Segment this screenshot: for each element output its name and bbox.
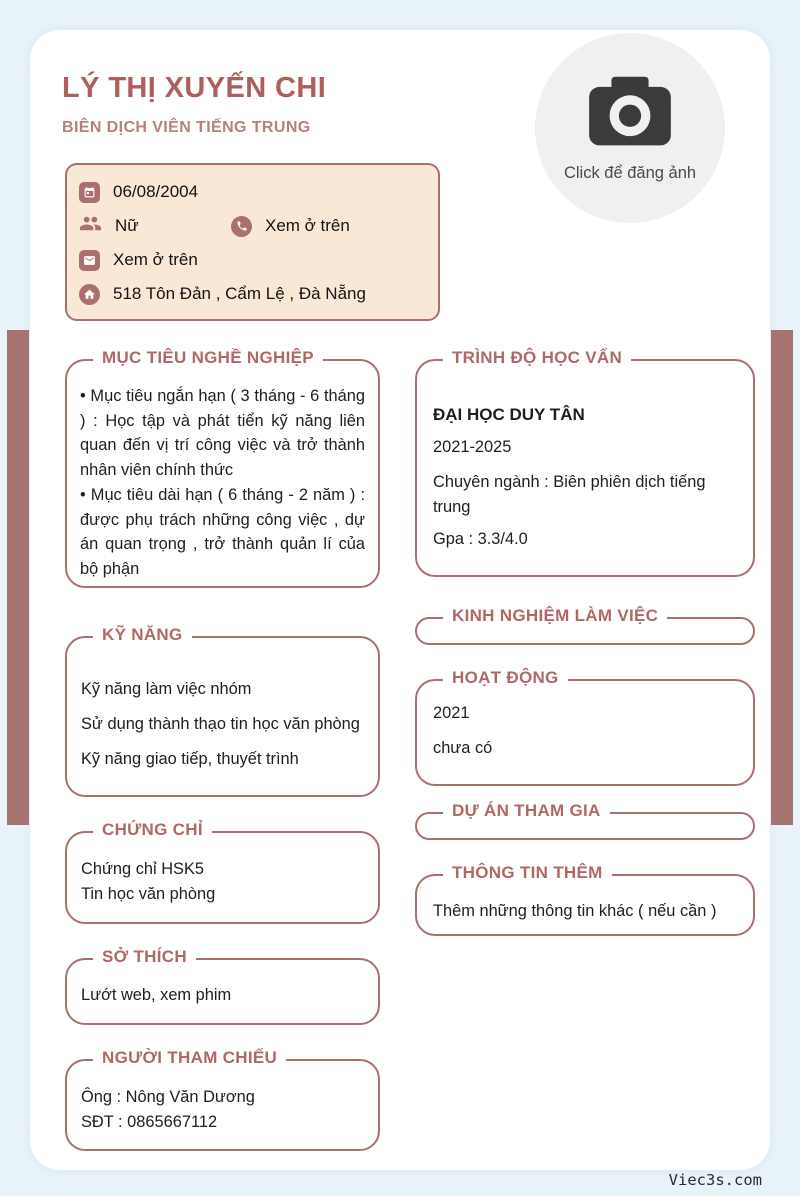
right-accent-bar: [771, 330, 793, 825]
section-hobbies-title: SỞ THÍCH: [93, 947, 196, 967]
email-value: Xem ở trên: [113, 250, 198, 269]
candidate-job-title: BIÊN DỊCH VIÊN TIẾNG TRUNG: [62, 119, 311, 136]
photo-upload-label: Click để đăng ảnh: [563, 164, 697, 182]
right-column: [415, 345, 755, 1151]
certificate-item: Tin học văn phòng: [81, 884, 216, 903]
camera-icon: [582, 73, 678, 156]
section-references: [65, 1047, 380, 1151]
address-row: [79, 277, 426, 311]
activity-item: 2021: [433, 704, 470, 722]
section-additional-info: [415, 863, 755, 936]
section-projects: [415, 801, 755, 840]
section-experience-title: KINH NGHIỆM LÀM VIỆC: [443, 606, 667, 626]
photo-upload-placeholder[interactable]: [535, 33, 725, 223]
objective-line: • Mục tiêu dài hạn ( 6 tháng - 2 năm ) : được phụ trách những công việc , dự án quan trọng , trở thành quản lí của bộ phận: [80, 485, 365, 578]
section-certificates-title: CHỨNG CHỈ: [93, 820, 212, 840]
skill-item: Sử dụng thành thạo tin học văn phòng: [81, 714, 360, 733]
dob-row: [79, 175, 426, 209]
left-accent-bar: [7, 330, 29, 825]
contact-info-box: [65, 163, 440, 321]
content-columns: [65, 345, 755, 1151]
phone-icon: [231, 216, 252, 237]
additional-info-item: Thêm những thông tin khác ( nếu cần ): [433, 902, 717, 920]
gender-icon: [79, 212, 102, 240]
education-major: Chuyên ngành : Biên phiên dịch tiếng trung: [433, 473, 706, 516]
calendar-icon: [79, 182, 100, 203]
email-row: [79, 243, 426, 277]
section-objective-title: MỤC TIÊU NGHỀ NGHIỆP: [93, 348, 323, 368]
cv-card: [30, 30, 770, 1170]
reference-item: Ông : Nông Văn Dương: [81, 1087, 255, 1106]
section-activities: [415, 668, 755, 786]
objective-line: • Mục tiêu ngắn hạn ( 3 tháng - 6 tháng ) : Học tập và phát tiển kỹ năng liên quan đến vị trí công việc và trở thành nhân viên chính thức: [80, 387, 365, 480]
section-skills: [65, 624, 380, 797]
address-value: 518 Tôn Đản , Cẩm Lệ , Đà Nẵng: [113, 284, 366, 303]
skill-item: Kỹ năng giao tiếp, thuyết trình: [81, 749, 299, 768]
home-icon: [79, 284, 100, 305]
certificate-item: Chứng chỉ HSK5: [81, 859, 205, 878]
section-activities-title: HOẠT ĐỘNG: [443, 668, 568, 688]
candidate-name: LÝ THỊ XUYẾN CHI: [62, 72, 327, 104]
gender-phone-row: [79, 209, 426, 243]
section-education-title: TRÌNH ĐỘ HỌC VẤN: [443, 348, 631, 368]
activity-item: chưa có: [433, 739, 493, 757]
section-hobbies: [65, 946, 380, 1025]
phone-value: Xem ở trên: [265, 216, 350, 235]
skill-item: Kỹ năng làm việc nhóm: [81, 679, 252, 698]
section-experience: [415, 606, 755, 645]
education-school: ĐẠI HỌC DUY TÂN: [433, 405, 585, 424]
education-years: 2021-2025: [433, 438, 512, 456]
section-objective: [65, 348, 380, 588]
gender-value: Nữ: [115, 216, 139, 235]
email-icon: [79, 250, 100, 271]
hobby-item: Lướt web, xem phim: [81, 985, 232, 1004]
education-gpa: Gpa : 3.3/4.0: [433, 530, 528, 548]
dob-value: 06/08/2004: [113, 182, 199, 201]
section-certificates: [65, 819, 380, 924]
section-skills-title: KỸ NĂNG: [93, 625, 192, 645]
left-column: [65, 345, 380, 1151]
section-projects-title: DỰ ÁN THAM GIA: [443, 801, 610, 821]
section-education: [415, 348, 755, 577]
section-additional-info-title: THÔNG TIN THÊM: [443, 863, 612, 883]
site-watermark: Viec3s.com: [668, 1171, 762, 1189]
section-references-title: NGƯỜI THAM CHIẾU: [93, 1048, 286, 1068]
reference-item: SĐT : 0865667112: [81, 1112, 218, 1131]
